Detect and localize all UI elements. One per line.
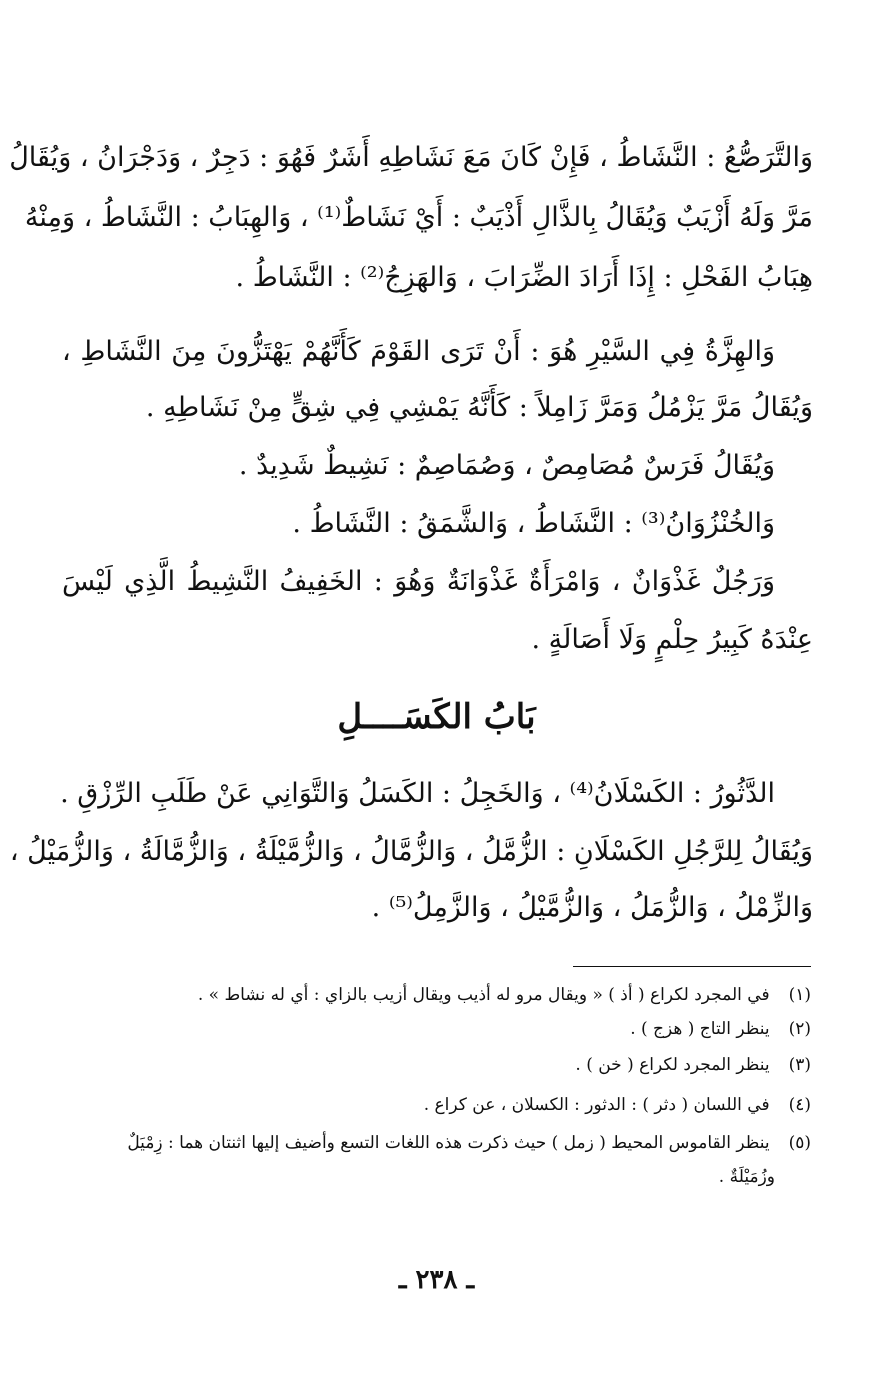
footnote-text: ينظر التاج ( هزج ) . (630, 1019, 770, 1039)
footnote (60, 1052, 811, 1078)
footnote-separator (573, 966, 811, 967)
body-line: هِبَابُ الفَحْلِ : إِذَا أَرَادَ الضِّرَابَ ، وَالهَزِجُ⁽²⁾ : النَّشَاطُ . (235, 262, 813, 293)
footnote (60, 1016, 811, 1042)
section-heading: بَابُ الكَسَــــلِ (337, 697, 536, 737)
body-line: عِنْدَهُ كَبِيرُ حِلْمٍ وَلَا أَصَالَةٍ . (531, 624, 813, 655)
body-line: وَيُقَالُ مَرَّ يَزْمُلُ وَمَرَّ زَامِلاً : كَأَنَّهُ يَمْشِي فِي شِقٍّ مِنْ نَشَاطِهِ . (145, 392, 813, 423)
body-line: وَالزِّمْلُ ، وَالزُّمَلُ ، وَالزُّمَّيْلُ ، وَالزَّمِلُ⁽⁵⁾ . (371, 892, 813, 923)
body-line: وَرَجُلٌ غَذْوَانٌ ، وَامْرَأَةٌ غَذْوَانَةٌ وَهُوَ : الخَفِيفُ النَّشِيطُ الَّذِي لَيْسَ (62, 566, 775, 597)
body-line: وَالهِزَّةُ فِي السَّيْرِ هُوَ : أَنْ تَرَى القَوْمَ كَأَنَّهُمْ يَهْتَزُّونَ مِنَ النَّشَاطِ ، (62, 336, 775, 367)
footnote-text: ينظر المجرد لكراع ( خن ) . (575, 1055, 770, 1075)
footnote-text: في اللسان ( دثر ) : الدثور : الكسلان ، عن كراع . (423, 1095, 770, 1115)
footnote-continuation: وزُمَيْلَةٌ . (718, 1167, 775, 1187)
body-line: وَالخُنْزُوَانُ⁽³⁾ : النَّشَاطُ ، وَالشَّمَقُ : النَّشَاطُ . (292, 508, 775, 539)
footnote (60, 1130, 811, 1156)
footnote-number: (١) (788, 985, 811, 1005)
footnote-number: (٢) (788, 1019, 811, 1039)
body-line: وَيُقَالُ فَرَسٌ مُصَامِصٌ ، وَصُمَاصِمٌ : نَشِيطٌ شَدِيدٌ . (238, 450, 775, 481)
footnote (60, 982, 811, 1008)
footnote-number: (٥) (788, 1133, 811, 1153)
body-line: الدَّثُورُ : الكَسْلَانُ⁽⁴⁾ ، وَالخَجِلُ : الكَسَلُ وَالتَّوَانِي عَنْ طَلَبِ الرِّزْقِ . (60, 778, 775, 809)
page-number: ـ ٢٣٨ ـ (398, 1265, 475, 1295)
footnote-number: (٤) (788, 1095, 811, 1115)
footnote (60, 1092, 811, 1118)
footnote-text: في المجرد لكراع ( أذ ) « ويقال مرو له أذيب ويقال أزيب بالزاي : أي له نشاط » . (197, 985, 770, 1005)
footnote-text: ينظر القاموس المحيط ( زمل ) حيث ذكرت هذه اللغات التسع وأضيف إليها اثنتان هما : زِمْيَلٌ (127, 1133, 770, 1153)
footnote-number: (٣) (788, 1055, 811, 1075)
body-line: وَيُقَالُ لِلرَّجُلِ الكَسْلَانِ : الزُّمَّلُ ، وَالزُّمَّالُ ، وَالزُّمَّيْلَةُ ، وَالزُّمَّالَةُ ، وَالزُّمَيْلُ ، (9, 836, 813, 867)
body-line: مَرَّ وَلَهُ أَزْيَبٌ وَيُقَالُ بِالذَّالِ أَذْيَبٌ : أَيْ نَشَاطٌ⁽¹⁾ ، وَالهِبَابُ : النَّشَاطُ ، وَمِنْهُ (24, 202, 813, 233)
body-line: وَالتَّرَصُّعُ : النَّشَاطُ ، فَإِنْ كَانَ مَعَ نَشَاطِهِ أَشَرٌ فَهُوَ : دَجِرٌ ، وَدَجْرَانُ ، وَيُقَالُ (9, 142, 813, 173)
